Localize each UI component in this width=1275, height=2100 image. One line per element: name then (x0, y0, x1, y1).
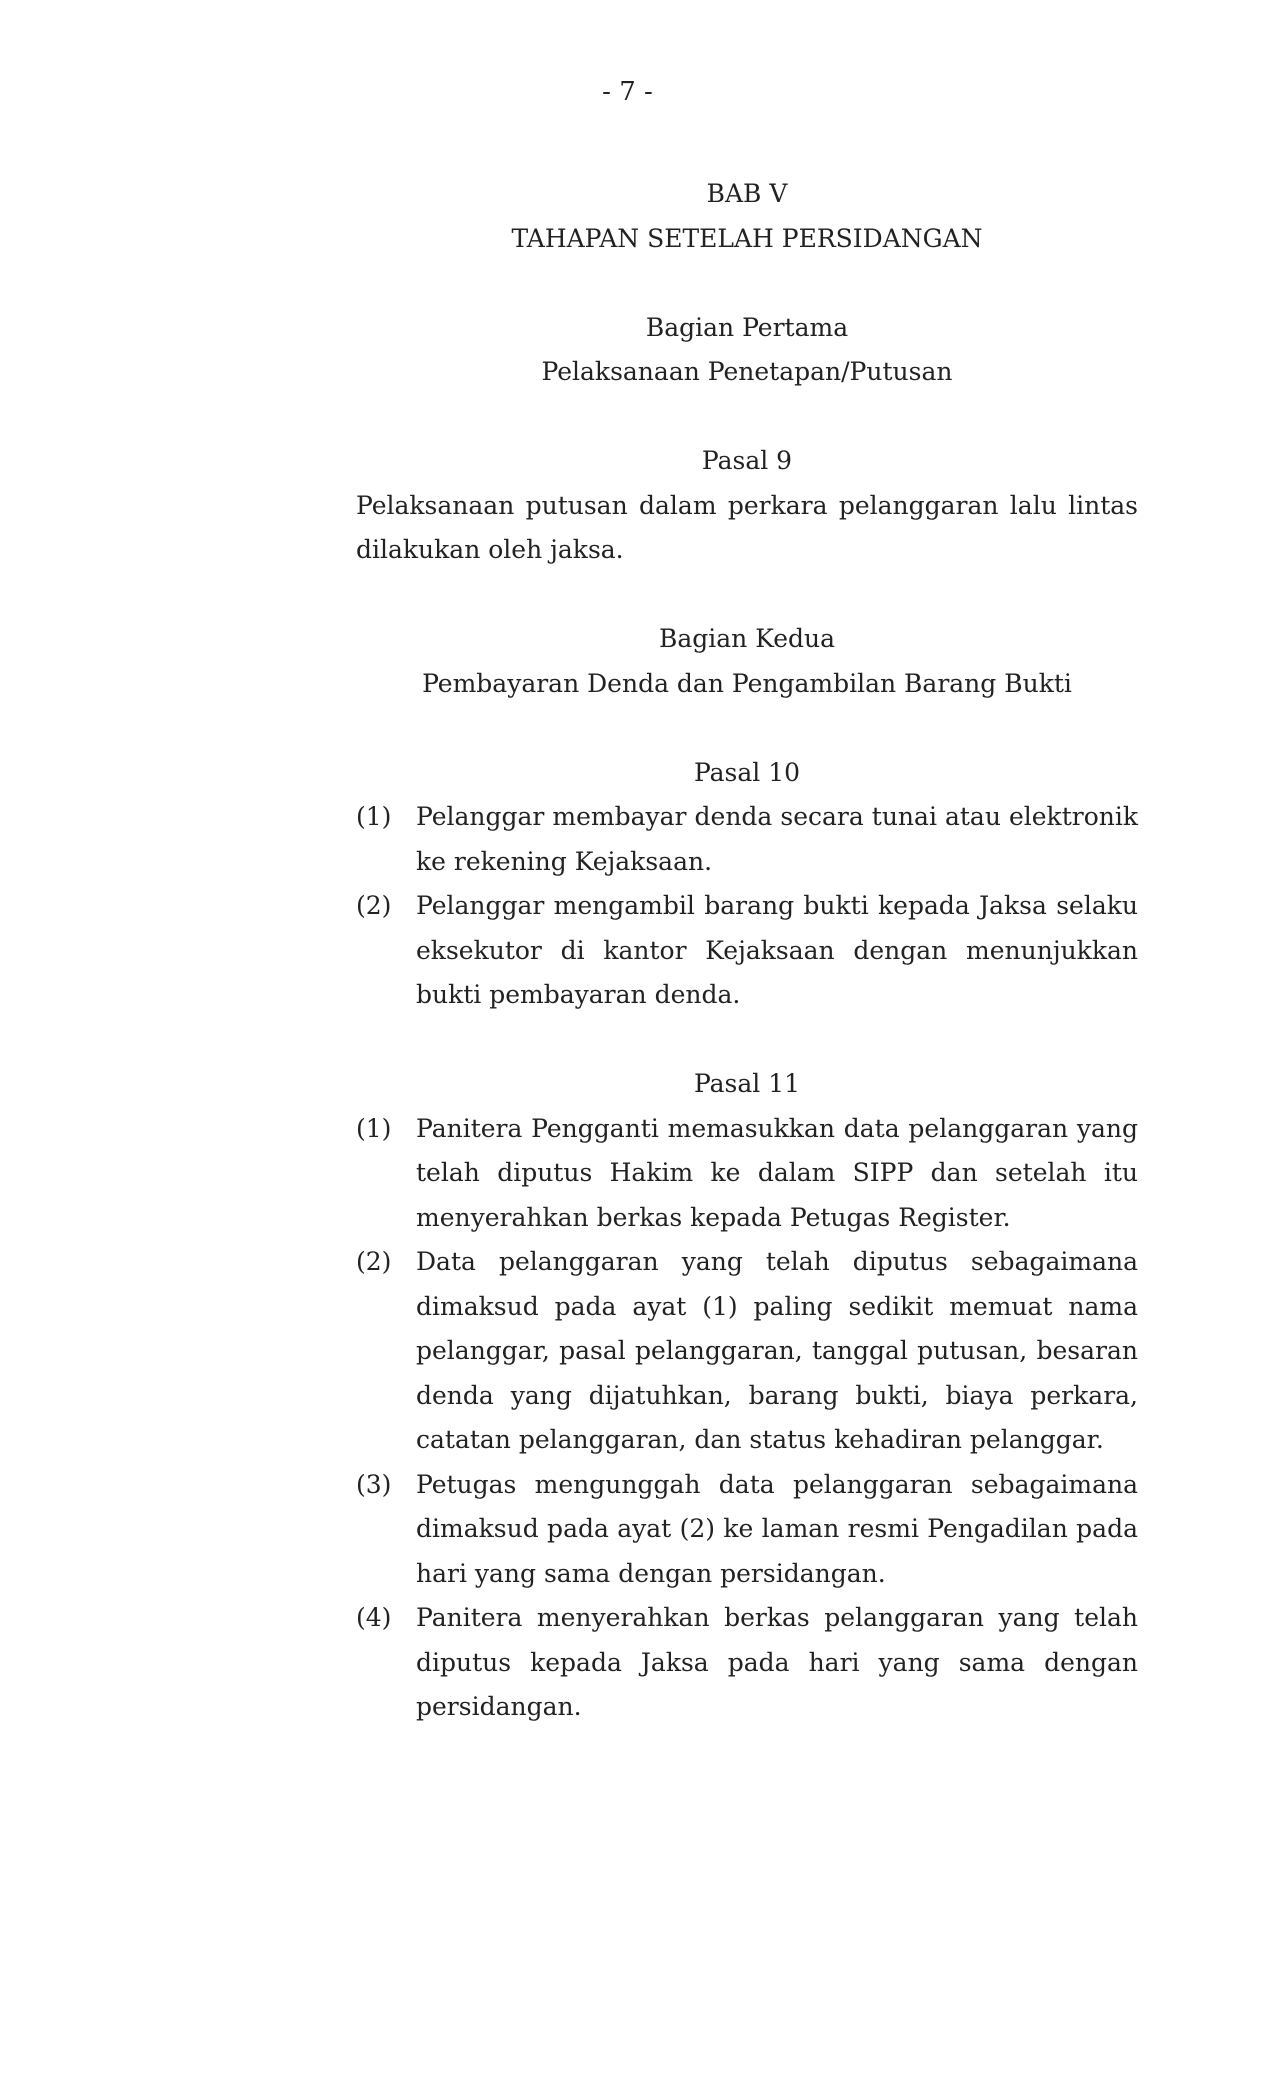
pasal10-item-2 (356, 884, 1138, 1018)
pasal11-title: Pasal 11 (693, 1069, 801, 1098)
item-number: (2) (356, 891, 392, 920)
item-text: Panitera Pengganti memasukkan data pelanggaran yang telah diputus Hakim ke dalam SIPP dan setelah itu menyerahkan berkas kepada Petugas Register. (416, 1113, 1138, 1232)
chapter-title: TAHAPAN SETELAH PERSIDANGAN (511, 223, 983, 253)
item-number: (4) (356, 1603, 392, 1632)
pasal9-text: Pelaksanaan putusan dalam perkara pelanggaran lalu lintas dilakukan oleh jaksa. (356, 490, 1138, 564)
pasal10-title: Pasal 10 (693, 757, 801, 787)
part2-label: Bagian Kedua (658, 624, 836, 653)
document-body (356, 172, 1138, 1730)
part1-label: Bagian Pertama (645, 312, 849, 342)
part2-title: Pembayaran Denda dan Pengambilan Barang Bukti (422, 668, 1072, 698)
pasal10-item-1 (356, 795, 1138, 884)
pasal9-title: Pasal 9 (701, 446, 793, 475)
item-text: Pelanggar mengambil barang bukti kepada Jaksa selaku eksekutor di kantor Kejaksaan dengan menunjukkan bukti pembayaran denda. (416, 891, 1138, 1009)
item-number: (1) (356, 1113, 392, 1143)
pasal11-item-3 (356, 1463, 1138, 1597)
item-text: Panitera menyerahkan berkas pelanggaran yang telah diputus kepada Jaksa pada hari yang sama dengan persidangan. (416, 1603, 1138, 1721)
item-text: Petugas mengunggah data pelanggaran sebagaimana dimaksud pada ayat (2) ke laman resmi Pengadilan pada hari yang sama dengan persidangan. (416, 1469, 1138, 1588)
part1-title: Pelaksanaan Penetapan/Putusan (541, 357, 953, 386)
item-text: Pelanggar membayar denda secara tunai atau elektronik ke rekening Kejaksaan. (416, 802, 1138, 876)
chapter-label: BAB V (706, 179, 788, 208)
pasal11-item-2 (356, 1240, 1138, 1463)
pasal11-item-1 (356, 1107, 1138, 1241)
item-number: (1) (356, 802, 392, 831)
item-number: (2) (356, 1247, 392, 1276)
item-text: Data pelanggaran yang telah diputus sebagaimana dimaksud pada ayat (1) paling sedikit memuat nama pelanggar, pasal pelanggaran, tanggal putusan, besaran denda yang dijatuhkan, barang bukti, biaya perkara, catatan pelanggaran, dan status kehadiran pelanggar. (416, 1247, 1138, 1454)
pasal11-item-4 (356, 1596, 1138, 1730)
item-number: (3) (356, 1469, 392, 1499)
page-number: - 7 - (602, 77, 653, 107)
